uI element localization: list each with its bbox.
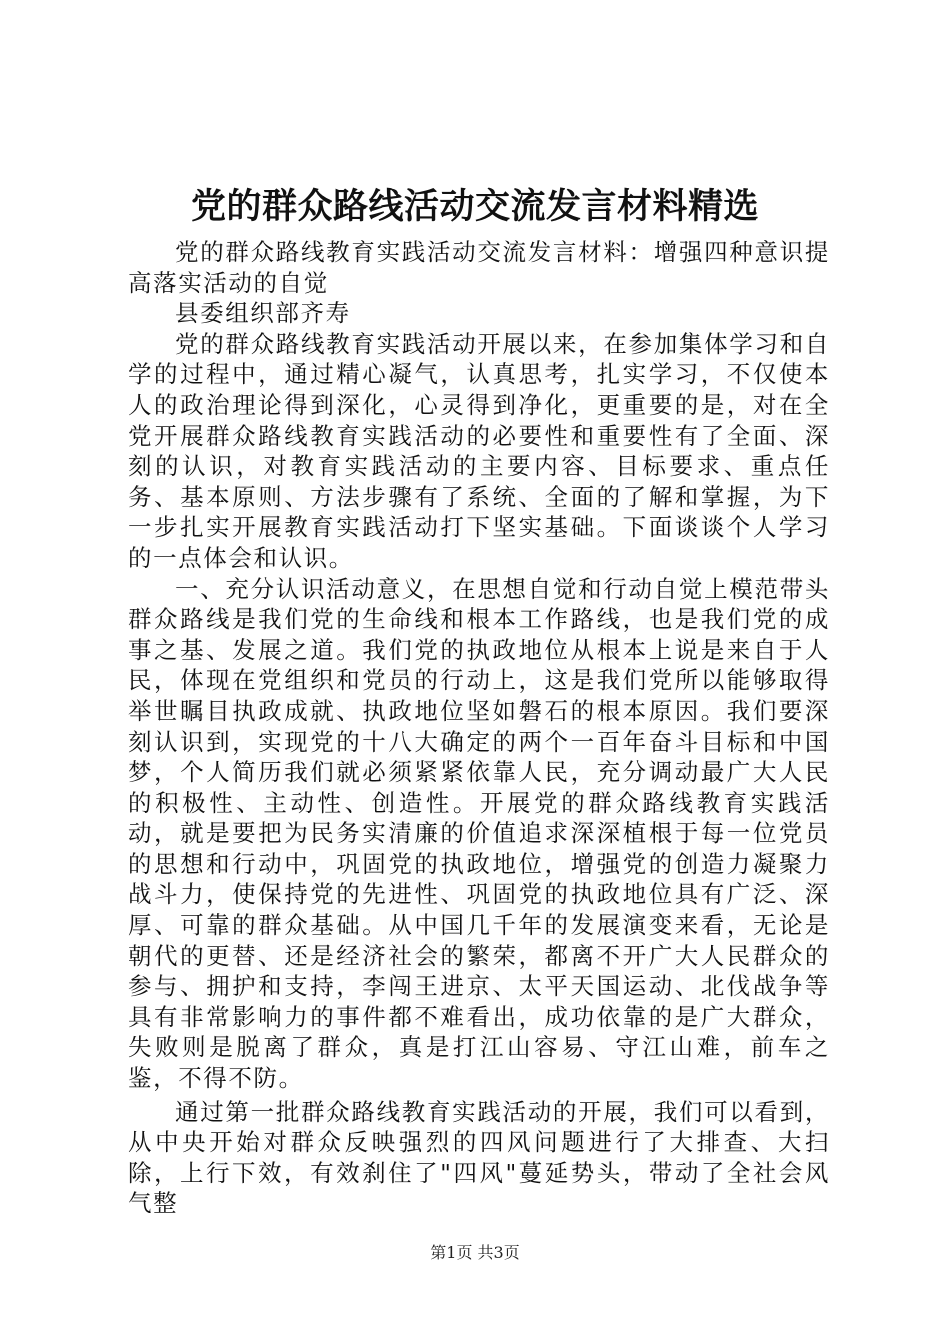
paragraph-section-one: 一、充分认识活动意义，在思想自觉和行动自觉上模范带头群众路线是我们党的生命线和根本工作路线，也是我们党的成事之基、发展之道。我们党的执政地位从根本上说是来自于人民，体现在党组织和党员的行动上，这是我们党所以能够取得举世瞩目执政成就、执政地位坚如磐石的根本原因。我们要深刻认识到，实现党的十八大确定的两个一百年奋斗目标和中国梦，个人简历我们就必须紧紧依靠人民，充分调动最广大人民的积极性、主动性、创造性。开展党的群众路线教育实践活动，就是要把为民务实清廉的价值追求深深植根于每一位党员的思想和行动中，巩固党的执政地位，增强党的创造力凝聚力战斗力，使保持党的先进性、巩固党的执政地位具有广泛、深厚、可靠的群众基础。从中国几千年的发展演变来看，无论是朝代的更替、还是经济社会的繁荣，都离不开广大人民群众的参与、拥护和支持，李闯王进京、太平天国运动、北伐战争等具有非常影响力的事件都不难看出，成功依靠的是广大群众，失败则是脱离了群众，真是打江山容易、守江山难，前车之鉴，不得不防。: [128, 574, 830, 1093]
document-title: 党的群众路线活动交流发言材料精选: [190, 186, 759, 227]
paragraph-intro: 党的群众路线教育实践活动开展以来，在参加集体学习和自学的过程中，通过精心凝气，认真思考，扎实学习，不仅使本人的政治理论得到深化，心灵得到净化，更重要的是，对在全党开展群众路线教育实践活动的必要性和重要性有了全面、深刻的认识，对教育实践活动的主要内容、目标要求、重点任务、基本原则、方法步骤有了系统、全面的了解和掌握，为下一步扎实开展教育实践活动打下坚实基础。下面谈谈个人学习的一点体会和认识。: [128, 329, 830, 572]
paragraph-continuation: 通过第一批群众路线教育实践活动的开展，我们可以看到，从中央开始对群众反映强烈的四风问题进行了大排查、大扫除，上行下效，有效刹住了"四风"蔓延势头，带动了全社会风气整: [128, 1097, 830, 1218]
page-number-footer: 第1页 共3页: [430, 1243, 520, 1262]
document-body: [128, 237, 830, 1219]
paragraph-subtitle: 党的群众路线教育实践活动交流发言材料：增强四种意识提高落实活动的自觉: [128, 238, 830, 297]
paragraph-author: 县委组织部齐寿: [175, 299, 351, 328]
